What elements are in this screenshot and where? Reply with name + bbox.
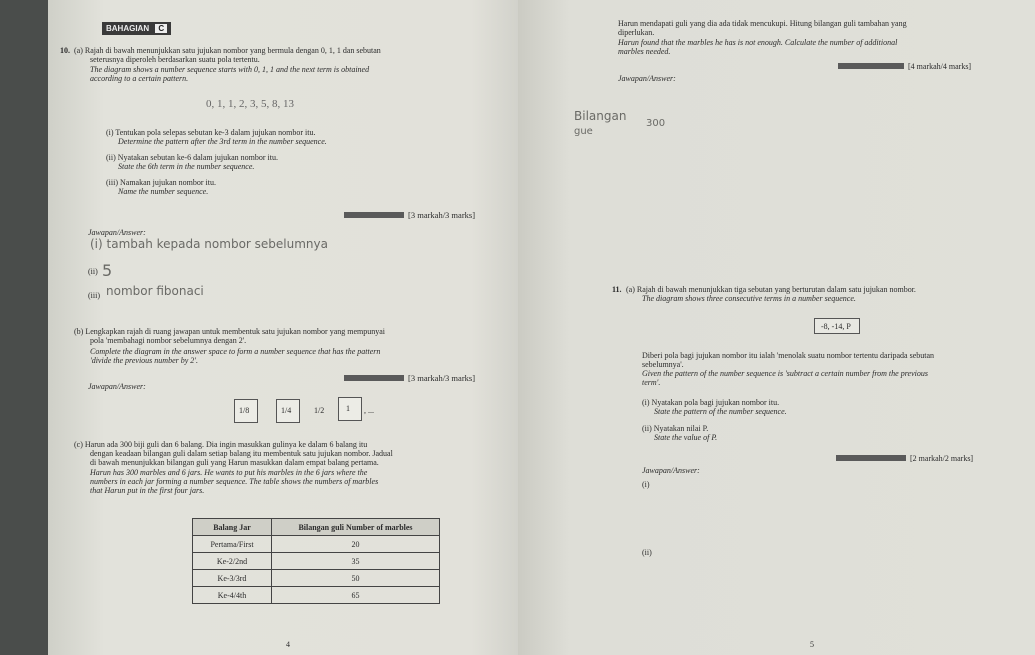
q10-ii-ms: (ii) Nyatakan sebutan ke-6 dalam jujukan nombor itu. bbox=[106, 153, 278, 162]
q10c-line1: (c) Harun ada 300 biji guli dan 6 balang. Dia ingin masukkan gulinya ke dalam 6 balang itu bbox=[74, 440, 368, 449]
table-header-marbles: Bilangan guli Number of marbles bbox=[272, 519, 440, 536]
marks-bar bbox=[836, 455, 906, 461]
table-cell-marbles: 65 bbox=[272, 587, 440, 604]
q11-answer-ii-label: (ii) bbox=[642, 548, 652, 557]
q11-given2: sebelumnya'. bbox=[642, 360, 684, 369]
q10b-line1: (b) Lengkapkan rajah di ruang jawapan untuk membentuk satu jujukan nombor yang mempunyai bbox=[74, 327, 386, 336]
table-row bbox=[193, 553, 440, 570]
q10c-line3: di bawah menunjukkan bilangan guli yang Harun masukkan dalam empat balang pertama. bbox=[90, 458, 379, 467]
q11-given1: Diberi pola bagi jujukan nombor itu ialah 'menolak suatu nombor tertentu daripada sebutan bbox=[642, 351, 935, 360]
q10a-answer-iii-label: (iii) bbox=[88, 291, 100, 300]
q11-number: 11. bbox=[612, 285, 622, 294]
q10a-answer-iii: nombor fibonaci bbox=[106, 284, 204, 298]
table-row bbox=[193, 536, 440, 553]
page-number-right: 5 bbox=[810, 640, 814, 649]
q10b-line4: 'divide the previous number by 2'. bbox=[90, 356, 198, 365]
q11-answer-label: Jawapan/Answer: bbox=[642, 466, 700, 475]
top-line4: marbles needed. bbox=[618, 47, 671, 56]
table-cell-jar: Ke-3/3rd bbox=[193, 570, 272, 587]
q11-marks: [2 markah/2 marks] bbox=[910, 454, 974, 463]
q10-number: 10. bbox=[60, 46, 70, 55]
page-number-left: 4 bbox=[286, 640, 290, 649]
q11-i-en: State the pattern of the number sequence. bbox=[654, 407, 787, 416]
q10-sequence: 0, 1, 1, 2, 3, 5, 8, 13 bbox=[206, 98, 294, 110]
q10a-line4: according to a certain pattern. bbox=[90, 74, 189, 83]
marks-bar bbox=[838, 63, 904, 69]
handwriting-gue: gue bbox=[574, 126, 593, 137]
q10c-line5: numbers in each jar forming a number sequence. The table shows the numbers of marbles bbox=[90, 477, 379, 486]
q11-answer-i-label: (i) bbox=[642, 480, 650, 489]
marks-bar bbox=[344, 212, 404, 218]
q10c-line4: Harun has 300 marbles and 6 jars. He wants to put his marbles in the 6 jars where the bbox=[90, 468, 368, 477]
q11a-line2: The diagram shows three consecutive terms in a number sequence. bbox=[642, 294, 856, 303]
bahagian-label: BAHAGIAN bbox=[106, 24, 150, 33]
q10c-line6: that Harun put in the first four jars. bbox=[90, 486, 205, 495]
table-cell-marbles: 35 bbox=[272, 553, 440, 570]
q11-i-ms: (i) Nyatakan pola bagi jujukan nombor itu. bbox=[642, 398, 780, 407]
bahagian-letter: C bbox=[155, 24, 167, 33]
q10a-marks: [3 markah/3 marks] bbox=[408, 210, 476, 220]
q10-iii-en: Name the number sequence. bbox=[118, 187, 209, 196]
q10a-answer-ii-label: (ii) bbox=[88, 267, 98, 276]
top-line1: Harun mendapati guli yang dia ada tidak mencukupi. Hitung bilangan guli tambahan yang bbox=[618, 19, 907, 28]
top-line3: Harun found that the marbles he has is not enough. Calculate the number of additional bbox=[618, 38, 898, 47]
q11-sequence-box bbox=[814, 318, 860, 334]
q10b-answer-label: Jawapan/Answer: bbox=[88, 382, 146, 391]
sequence-ellipsis: , ... bbox=[364, 406, 374, 415]
table-cell-jar: Ke-2/2nd bbox=[193, 553, 272, 570]
table-cell-jar: Ke-4/4th bbox=[193, 587, 272, 604]
q10a-line1: (a) Rajah di bawah menunjukkan satu jujukan nombor yang bermula dengan 0, 1, 1 dan sebutan bbox=[74, 46, 381, 55]
q10b-line3: Complete the diagram in the answer space to form a number sequence that has the pattern bbox=[90, 347, 381, 356]
q10-ii-en: State the 6th term in the number sequence. bbox=[118, 162, 255, 171]
q10-i-en: Determine the pattern after the 3rd term in the number sequence. bbox=[118, 137, 327, 146]
table-cell-jar: Pertama/First bbox=[193, 536, 272, 553]
answer-box-value: 1/4 bbox=[281, 406, 292, 415]
right-page bbox=[518, 0, 1035, 655]
q10c-line2: dengan keadaan bilangan guli dalam setiap balang itu membentuk satu jujukan nombor. Jadual bbox=[90, 449, 393, 458]
q10a-answer-ii: 5 bbox=[102, 261, 113, 280]
q10a-line2: seterusnya diperoleh berdasarkan suatu pola tertentu. bbox=[90, 55, 260, 64]
left-page bbox=[48, 0, 518, 655]
q11-given4: term'. bbox=[642, 378, 661, 387]
marks-bar bbox=[344, 375, 404, 381]
answer-box[interactable] bbox=[338, 397, 362, 421]
bahagian-badge bbox=[102, 22, 171, 35]
marbles-table bbox=[192, 518, 440, 604]
handwriting-bilangan: Bilangan bbox=[574, 109, 627, 123]
q11-ii-ms: (ii) Nyatakan nilai P. bbox=[642, 424, 709, 433]
answer-box-value: 1 bbox=[346, 404, 350, 413]
q11-sequence: -8, -14, P bbox=[821, 322, 851, 331]
top-line2: diperlukan. bbox=[618, 28, 655, 37]
q10b-line2: pola 'membahagi nombor sebelumnya dengan 2'. bbox=[90, 336, 247, 345]
q10-iii-ms: (iii) Namakan jujukan nombor itu. bbox=[106, 178, 216, 187]
answer-box[interactable] bbox=[276, 399, 300, 423]
top-marks: [4 markah/4 marks] bbox=[908, 62, 972, 71]
table-cell-marbles: 50 bbox=[272, 570, 440, 587]
answer-box-value: 1/8 bbox=[239, 406, 250, 415]
table-row bbox=[193, 587, 440, 604]
table-header-row bbox=[193, 519, 440, 536]
q11-ii-en: State the value of P. bbox=[654, 433, 718, 442]
table-row bbox=[193, 570, 440, 587]
q10-i-ms: (i) Tentukan pola selepas sebutan ke-3 dalam jujukan nombor itu. bbox=[106, 128, 316, 137]
q10a-answer-i: (i) tambah kepada nombor sebelumnya bbox=[90, 237, 328, 251]
q11a-line1: (a) Rajah di bawah menunjukkan tiga sebutan yang berturutan dalam satu jujukan nombor. bbox=[626, 285, 916, 294]
q10b-marks: [3 markah/3 marks] bbox=[408, 373, 476, 383]
q10a-line3: The diagram shows a number sequence starts with 0, 1, 1 and the next term is obtained bbox=[90, 65, 370, 74]
given-term: 1/2 bbox=[314, 406, 325, 415]
table-cell-marbles: 20 bbox=[272, 536, 440, 553]
q10a-answer-label: Jawapan/Answer: bbox=[88, 228, 146, 237]
q11-given3: Given the pattern of the number sequence is 'subtract a certain number from the previous bbox=[642, 369, 928, 378]
handwriting-300: 300 bbox=[646, 118, 666, 129]
answer-box[interactable] bbox=[234, 399, 258, 423]
table-header-jar: Balang Jar bbox=[193, 519, 272, 536]
top-answer-label: Jawapan/Answer: bbox=[618, 74, 676, 83]
